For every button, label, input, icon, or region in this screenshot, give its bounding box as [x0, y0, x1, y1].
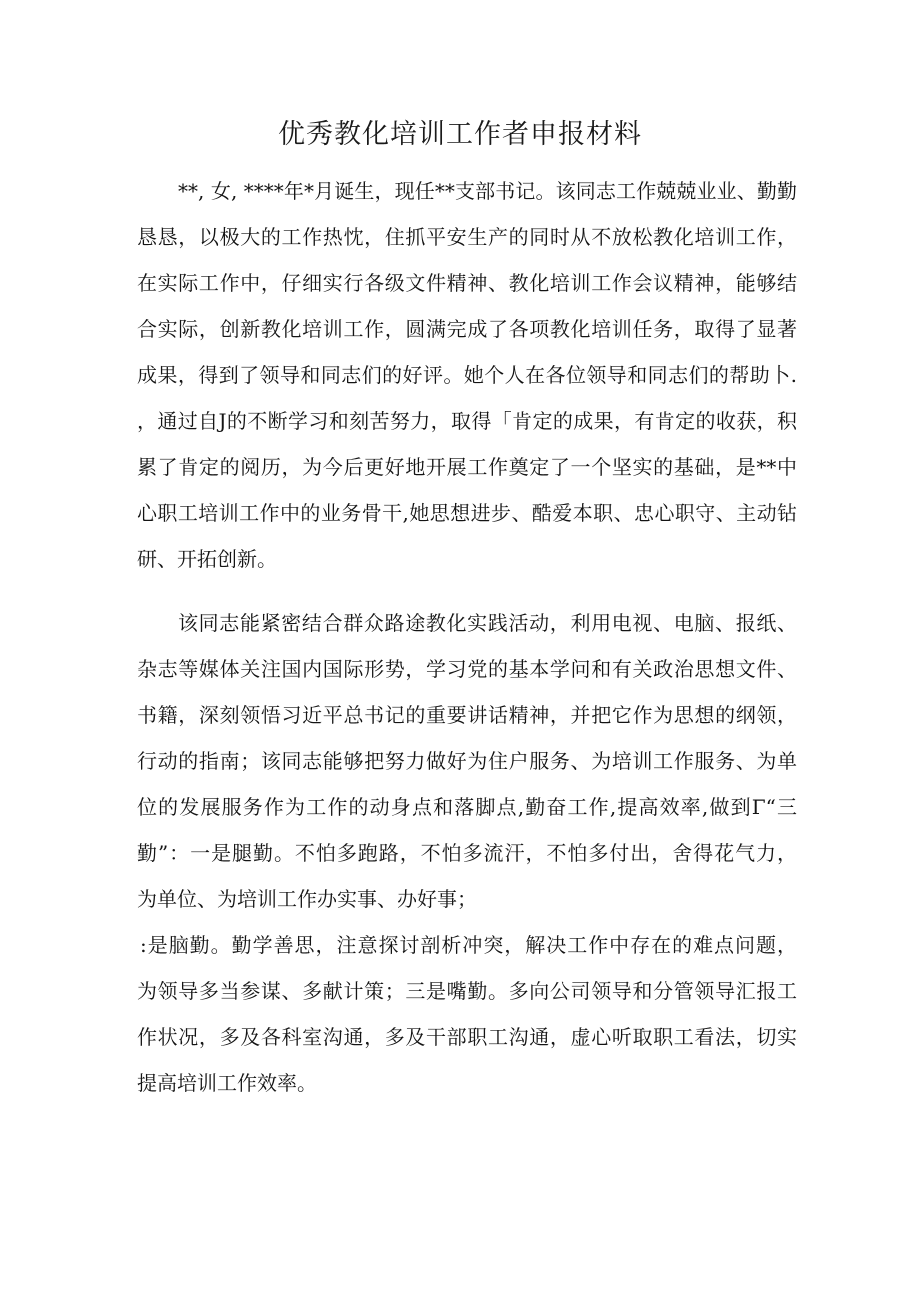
paragraph-line: 累了肯定的阅历，为今后更好地开展工作奠定了一个坚实的基础，是**中: [137, 455, 797, 479]
paragraph-line: :是脑勤。勤学善思，注意探讨剖析冲突，解决工作中存在的难点问题，: [140, 933, 797, 957]
paragraph-line: 作状况，多及各科室沟通，多及干部职工沟通，虚心听取职工看法，切实: [137, 1025, 797, 1049]
paragraph-line: 合实际，创新教化培训工作，圆满完成了各项教化培训任务，取得了显著: [137, 317, 797, 341]
paragraph-line: 研、开拓创新。: [137, 547, 277, 571]
paragraph-line: **, 女, ****年*月诞生，现任**支部书记。该同志工作兢兢业业、勤勤: [178, 179, 797, 203]
paragraph-line: 位的发展服务作为工作的动身点和落脚点,勤奋工作,提高效率,做到Γ“三: [137, 795, 797, 819]
paragraph-line: 勤”：一是腿勤。不怕多跑路，不怕多流汗，不怕多付出，舍得花气力，: [137, 841, 797, 865]
paragraph-line: 为领导多当参谋、多献计策；三是嘴勤。多向公司领导和分管领导汇报工: [137, 979, 797, 1003]
paragraph-line: 杂志等媒体关注国内国际形势，学习党的基本学问和有关政治思想文件、: [137, 657, 797, 681]
paragraph-line: 成果，得到了领导和同志们的好评。她个人在各位领导和同志们的帮助卜.: [137, 363, 797, 387]
paragraph-line: 提高培训工作效率。: [137, 1071, 317, 1095]
paragraph-line: 为单位、为培训工作办实事、办好事；: [137, 887, 477, 911]
paragraph-line: 心职工培训工作中的业务骨干,她思想进步、酷爱本职、忠心职守、主动钻: [137, 501, 797, 525]
paragraph-line: 行动的指南；该同志能够把努力做好为住户服务、为培训工作服务、为单: [137, 749, 797, 773]
paragraph-line: ，通过自J的不断学习和刻苦努力，取得「肯定的成果，有肯定的收获，积: [137, 409, 797, 433]
paragraph-line: 书籍，深刻领悟习近平总书记的重要讲话精神，并把它作为思想的纲领，: [137, 703, 797, 727]
paragraph-line: 在实际工作中，仔细实行各级文件精神、教化培训工作会议精神，能够结: [137, 271, 797, 295]
paragraph-line: 恳恳，以极大的工作热忱，住抓平安生产的同时从不放松教化培训工作，: [137, 225, 797, 249]
document-title: 优秀教化培训工作者申报材料: [278, 119, 642, 150]
paragraph-line: 该同志能紧密结合群众路途教化实践活动，利用电视、电脑、报纸、: [178, 611, 797, 635]
